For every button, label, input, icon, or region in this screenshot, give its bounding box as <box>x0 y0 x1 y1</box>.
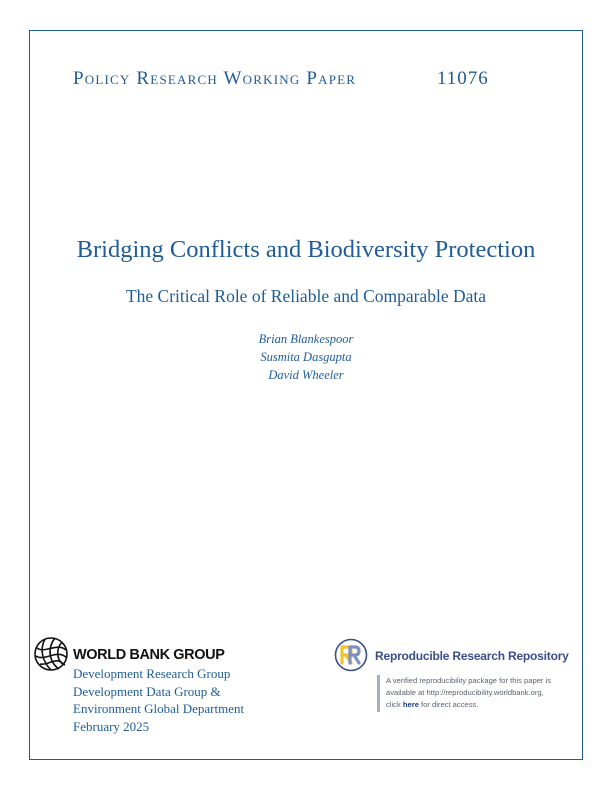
rrr-title: Reproducible Research Repository <box>375 649 569 663</box>
here-link[interactable]: here <box>402 700 419 710</box>
note-line: available at http://reproducibility.worldbank.org, <box>386 688 544 698</box>
publisher-info <box>73 665 244 735</box>
author-name: Susmita Dasgupta <box>260 350 352 364</box>
department-line: Development Research Group <box>73 666 231 681</box>
paper-title: Bridging Conflicts and Biodiversity Protection <box>76 236 536 263</box>
department-line: Environment Global Department <box>73 701 245 717</box>
note-line <box>386 699 596 711</box>
reproducibility-note <box>377 675 596 712</box>
author-name: Brian Blankespoor <box>258 332 354 346</box>
series-name: Policy Research Working Paper <box>73 68 357 89</box>
author-name: David Wheeler <box>268 368 344 382</box>
note-line: A verified reproducibility package for this paper is <box>386 676 552 685</box>
note-text: click <box>386 700 403 710</box>
paper-subtitle: The Critical Role of Reliable and Comparable Data <box>125 286 487 306</box>
world-bank-group-logo-text: WORLD BANK GROUP <box>73 647 225 663</box>
series-header <box>73 68 533 94</box>
world-bank-globe-icon <box>33 636 69 672</box>
publication-date: February 2025 <box>73 718 150 734</box>
paper-number: 11076 <box>437 68 489 89</box>
author-list <box>29 330 583 384</box>
note-text: for direct access. <box>418 700 479 710</box>
rrr-logo-icon <box>334 638 368 672</box>
department-line: Development Data Group & <box>73 683 221 699</box>
